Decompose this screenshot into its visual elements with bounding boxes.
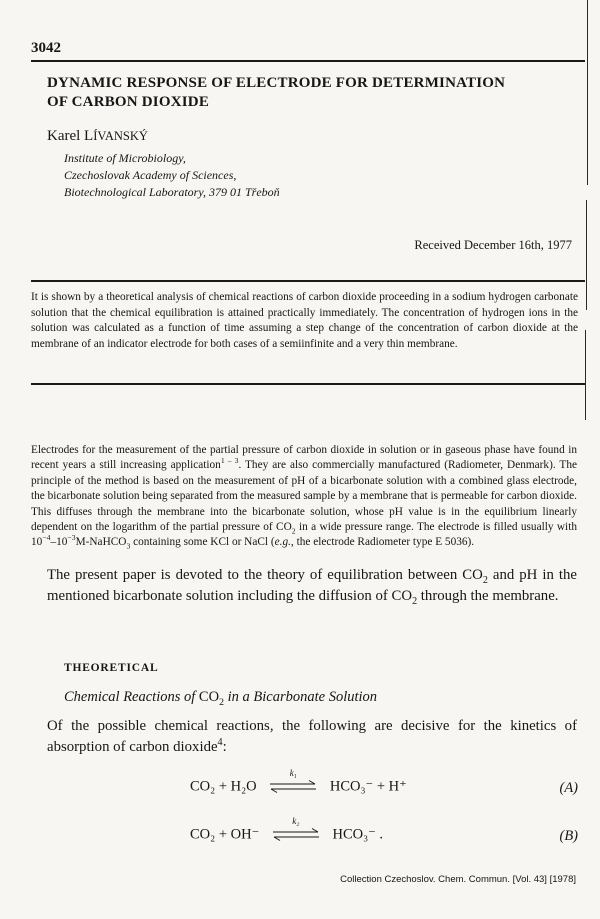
author-first: Karel L: [47, 128, 94, 144]
author-last: ÍVANSKÝ: [93, 129, 148, 143]
equation-b: [190, 816, 384, 844]
abstract-bottom-rule: [31, 383, 585, 385]
section-heading: THEORETICAL: [64, 662, 159, 674]
subheading-co: CO: [198, 689, 220, 705]
purpose-text-2: and pH in the mentioned bicarbonate solution including the diffusion of CO: [47, 567, 577, 604]
affiliation-line-2: Czechoslovak Academy of Sciences,: [64, 168, 237, 182]
equation-b-rate-constant: k₂: [292, 816, 300, 826]
intro-paragraph: Electrodes for the measurement of the partial pressure of carbon dioxide in solution or in gaseous phase have found in recent years a still increasing application$^{1 - 3}$. They are also commercially manufactured (Radiometer, Denmark). The principle of the method is based on the measurement of pH of a bicarbonate solution with a combined glass electrode, the bicarbonate solution being separated from the measured sample by a membrane that is permeable for carbon dioxide. This diffuses through the membrane into the bicarbonate solution, whose pH value is in the equilibrium linearly dependent on the logarithm of the partial pressure of $CO_2$ in a wide pressure range. The electrode is filled usually with $10^{-4}-10^{-3}M-NaHCO_3$ containing some KCl or NaCl (e.g., the electrode Radiometer type E 5036).: [31, 444, 577, 551]
equation-a-lhs: CO₂ + H₂O: [190, 778, 257, 795]
reactions-paragraph: [47, 716, 577, 757]
equilibrium-arrow-icon: [271, 816, 321, 844]
header-rule: [31, 60, 585, 62]
exponent-1: −4: [42, 533, 51, 543]
abstract: It is shown by a theoretical analysis of chemical reactions of carbon dioxide proceeding in a sodium hydrogen carbonate solution that the chemical equilibration is attained practically immediately. The concentration of hydrogen ions in the solution was calculated as a function of time assuming a step change of the concentration of carbon dioxide at the membrane of an indicator electrode for both cases of a semiinfinite and a very thin membrane.: [31, 291, 578, 350]
purpose-paragraph: The present paper is devoted to the theory of equilibration between $CO_2$ and pH in the mentioned bicarbonate solution including the diffusion of $CO_2$ through the membrane.: [47, 567, 577, 607]
exponent-2: −3: [67, 533, 76, 543]
scan-edge-line: [585, 330, 587, 420]
title-line-1: DYNAMIC RESPONSE OF ELECTRODE FOR DETERMINATION: [47, 75, 506, 91]
equation-b-label: (B): [559, 828, 578, 844]
affiliation: [64, 150, 280, 201]
author: [47, 128, 148, 145]
reactions-text-2: :: [222, 738, 227, 755]
affiliation-line-3: Biotechnological Laboratory, 379 01 Třeboň: [64, 185, 280, 199]
equation-a-label: (A): [559, 780, 578, 796]
purpose-text-1: The present paper is devoted to the theory of equilibration between CO: [47, 567, 483, 583]
subheading-text-2: in a Bicarbonate Solution: [223, 689, 378, 705]
equation-a: [190, 768, 407, 796]
abstract-top-rule: [31, 280, 585, 282]
intro-text-6: containing some KCl or NaCl (: [130, 536, 275, 549]
reference-1-3: 1 – 3: [220, 456, 239, 466]
equation-a-rate-constant: k₁: [289, 768, 297, 778]
title-line-2: OF CARBON DIOXIDE: [47, 94, 210, 110]
affiliation-line-1: Institute of Microbiology,: [64, 151, 186, 165]
equation-b-rhs: HCO₃⁻ .: [332, 826, 384, 843]
article-title: [47, 74, 505, 112]
intro-text-1: Electrodes for the measurement of the partial pressure of carbon dioxide in solution or in gaseous phase have found in recent years a still increasing application: [31, 444, 577, 472]
page-number: 3042: [31, 40, 61, 56]
subheading-text-1: Chemical Reactions of: [64, 689, 199, 705]
intro-text-4: –10: [50, 536, 68, 549]
intro-text-2: . They are also commercially manufactured (Radiometer, Denmark). The principle of the method is based on the measurement of pH of a bicarbonate solution with a combined glass electrode, the bicarbonate solution being separated from the measured sample by a membrane that is permeable for carbon dioxide. This diffuses through the membrane into the bicarbonate solution, whose pH value is in the equilibrium linearly dependent on the logarithm of the partial pressure of CO: [31, 459, 577, 534]
reactions-text-1: Of the possible chemical reactions, the following are decisive for the kinetics of absorption of carbon dioxide: [47, 718, 577, 755]
journal-footer: Collection Czechoslov. Chem. Commun. [Vol. 43] [1978]: [340, 874, 576, 885]
intro-text-5: M-NaHCO: [75, 536, 127, 549]
intro-eg: e.g.: [274, 536, 291, 549]
scan-edge-line: [586, 200, 588, 310]
equilibrium-arrow-icon: [268, 768, 318, 796]
subsection-heading: Chemical Reactions of $CO_2$ in a Bicarbonate Solution: [64, 689, 378, 708]
purpose-text-3: through the membrane.: [417, 587, 559, 604]
intro-text-3: in a wide pressure range. The electrode is filled usually with 10: [31, 521, 577, 549]
equation-a-rhs: HCO₃⁻ + H⁺: [329, 778, 407, 795]
received-date: Received December 16th, 1977: [414, 238, 572, 252]
equation-b-lhs: CO₂ + OH⁻: [190, 826, 260, 843]
intro-text-7: , the electrode Radiometer type E 5036).: [290, 536, 475, 549]
scan-edge-line: [587, 0, 589, 185]
reference-4: 4: [217, 736, 223, 748]
